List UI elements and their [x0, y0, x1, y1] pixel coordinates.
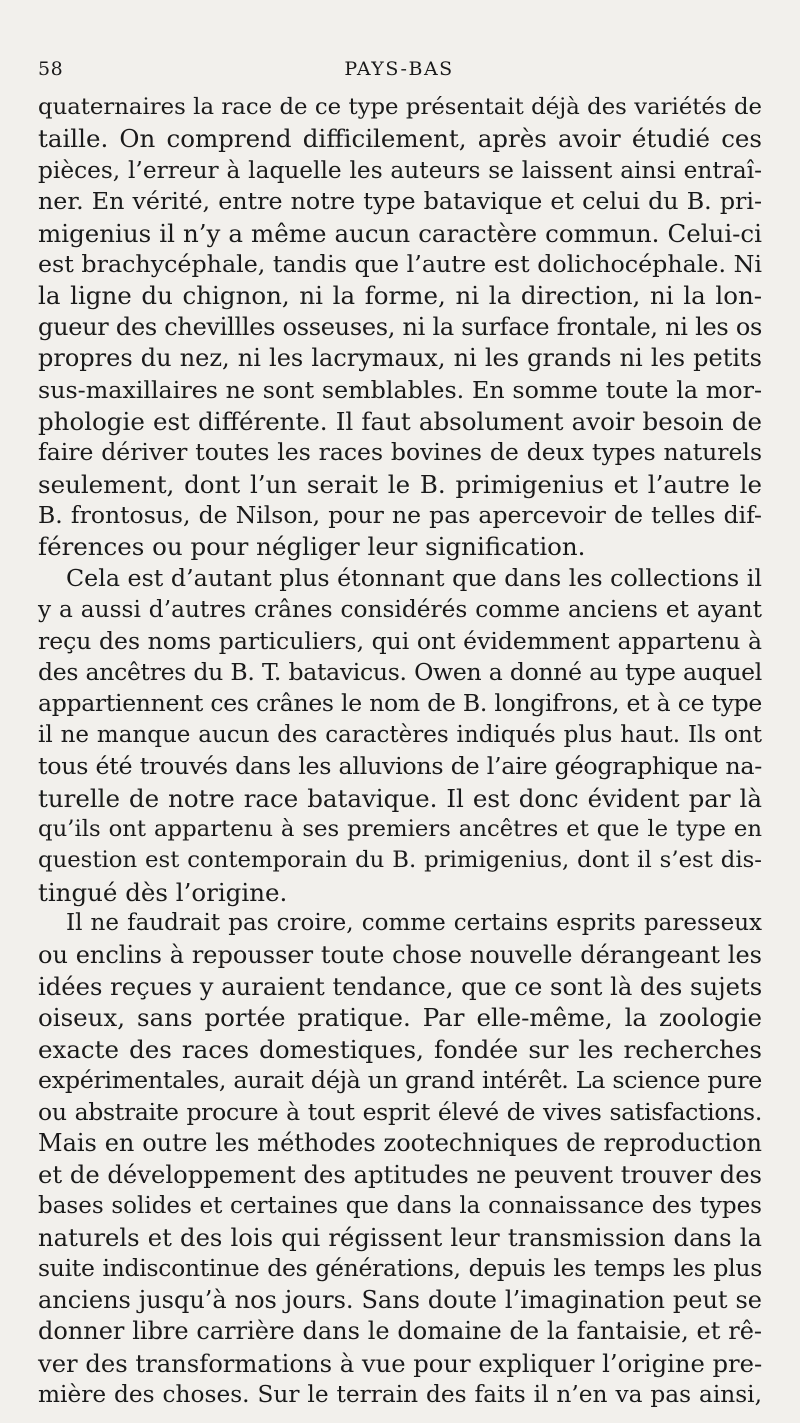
- text-line: appartiennent ces crânes le nom de B. longifrons, et à ce type: [38, 689, 762, 718]
- text-line: férences ou pour négliger leur signification.: [38, 532, 586, 562]
- text-line: seulement, dont l’un serait le B. primigenius et l’autre le: [38, 469, 762, 499]
- text-line: donner libre carrière dans le domaine de la fantaisie, et rê-: [38, 1317, 762, 1346]
- text-line: tous été trouvés dans les alluvions de l’aire géographique na-: [38, 752, 762, 781]
- text-line: suite indiscontinue des générations, depuis les temps les plus: [38, 1254, 762, 1283]
- page-number: 58: [38, 58, 64, 80]
- text-line: propres du nez, ni les lacrymaux, ni les grands ni les petits: [38, 344, 762, 373]
- text-line: exacte des races domestiques, fondée sur les recherches: [38, 1034, 762, 1064]
- text-line: migenius il n’y a même aucun caractère commun. Celui-ci: [38, 218, 762, 248]
- text-line: Cela est d’autant plus étonnant que dans les collections il: [66, 563, 762, 592]
- running-title: PAYS-BAS: [344, 58, 454, 80]
- text-line: turelle de notre race batavique. Il est donc évident par là: [38, 783, 762, 813]
- text-line: la ligne du chignon, ni la forme, ni la direction, ni la lon-: [38, 281, 762, 311]
- text-line: bases solides et certaines que dans la connaissance des types: [38, 1192, 762, 1219]
- text-line: Il ne faudrait pas croire, comme certains esprits paresseux: [66, 910, 762, 937]
- text-line: expérimentales, aurait déjà un grand intérêt. La science pure: [38, 1066, 763, 1095]
- text-line: sus-maxillaires ne sont semblables. En somme toute la mor-: [38, 375, 762, 404]
- text-line: il ne manque aucun des caractères indiqués plus haut. Ils ont: [38, 721, 762, 748]
- text-line: question est contemporain du B. primigenius, dont il s’est dis-: [38, 847, 762, 874]
- text-line: qu’ils ont appartenu à ses premiers ancêtres et que le type en: [38, 815, 762, 842]
- text-line: ou enclins à repousser toute chose nouvelle dérangeant les: [38, 940, 762, 969]
- text-line: et de développement des aptitudes ne peuvent trouver des: [38, 1160, 762, 1190]
- page-header: [38, 58, 760, 88]
- text-line: faire dériver toutes les races bovines de deux types naturels: [38, 438, 762, 467]
- text-line: taille. On comprend difficilement, après avoir étudié ces: [38, 124, 762, 154]
- text-line: Mais en outre les méthodes zootechniques de reproduction: [38, 1128, 762, 1157]
- text-line: est brachycéphale, tandis que l’autre est dolichocéphale. Ni: [38, 249, 762, 278]
- text-line: y a aussi d’autres crânes considérés comme anciens et ayant: [38, 596, 762, 624]
- text-line: idées reçues y auraient tendance, que ce sont là des sujets: [38, 971, 763, 1001]
- text-line: des ancêtres du B. T. batavicus. Owen a donné au type auquel: [38, 658, 762, 687]
- text-line: naturels et des lois qui régissent leur transmission dans la: [38, 1223, 762, 1253]
- text-line: ver des transformations à vue pour expliquer l’origine pre-: [38, 1348, 763, 1378]
- text-line: mière des choses. Sur le terrain des faits il n’en va pas ainsi,: [38, 1381, 762, 1409]
- text-line: B. frontosus, de Nilson, pour ne pas apercevoir de telles dif-: [38, 501, 762, 530]
- text-line: pièces, l’erreur à laquelle les auteurs se laissent ainsi entraî-: [38, 156, 762, 184]
- text-line: quaternaires la race de ce type présentait déjà des variétés de: [38, 94, 762, 120]
- text-line: anciens jusqu’à nos jours. Sans doute l’imagination peut se: [38, 1285, 762, 1314]
- text-line: gueur des chevillles osseuses, ni la surface frontale, ni les os: [38, 312, 762, 341]
- text-line: oiseux, sans portée pratique. Par elle-même, la zoologie: [38, 1003, 762, 1033]
- text-line: reçu des noms particuliers, qui ont évidemment appartenu à: [38, 626, 762, 655]
- text-line: phologie est différente. Il faut absolument avoir besoin de: [38, 406, 762, 436]
- text-line: ou abstraite procure à tout esprit élevé de vives satisfactions.: [38, 1097, 762, 1126]
- text-line: tingué dès l’origine.: [38, 877, 288, 907]
- text-line: ner. En vérité, entre notre type batavique et celui du B. pri-: [38, 187, 762, 216]
- body-text: [38, 92, 762, 1410]
